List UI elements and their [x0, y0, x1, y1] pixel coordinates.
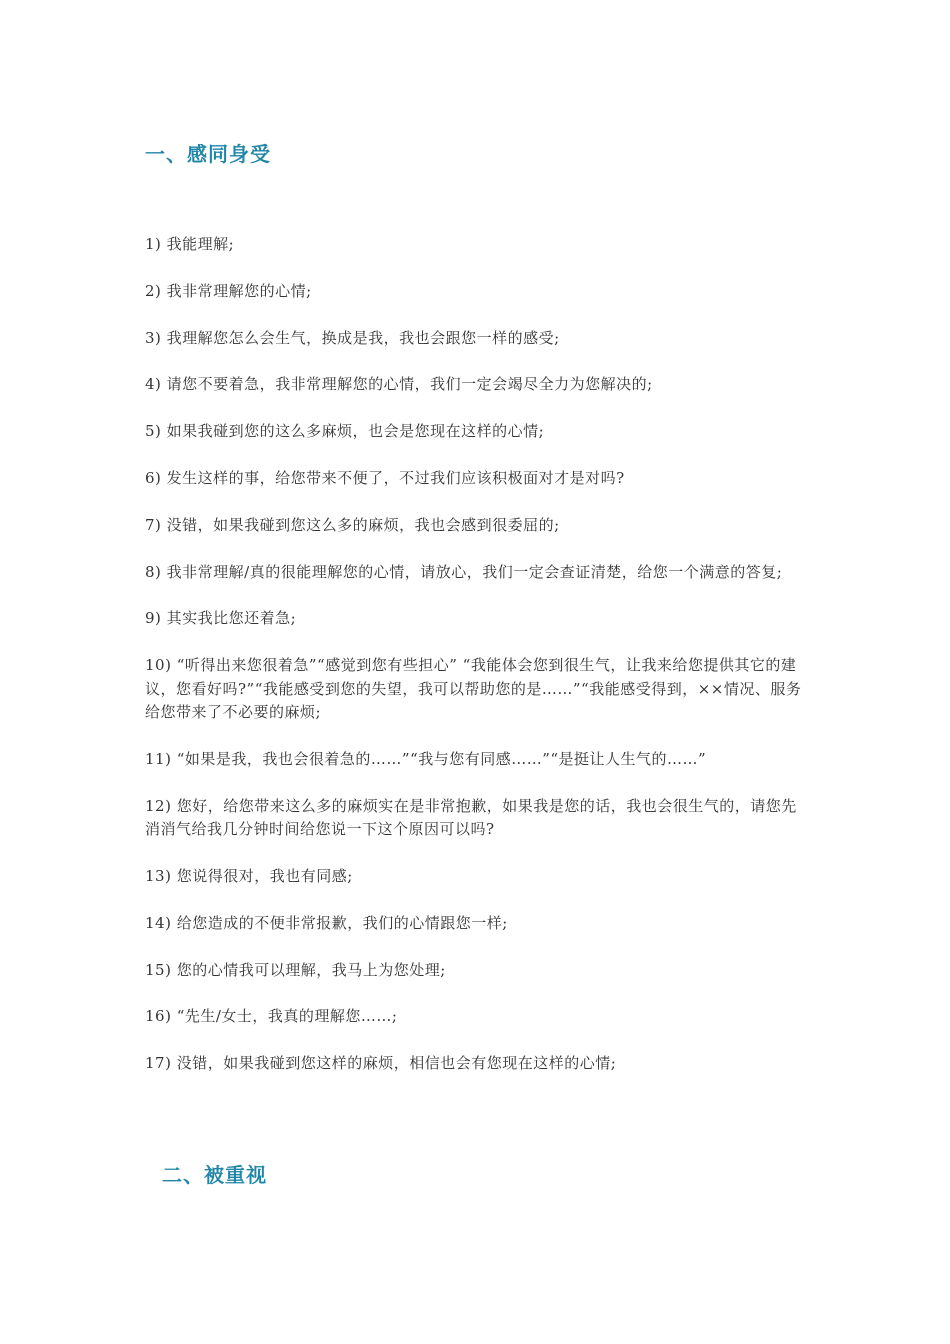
- list-item: 5) 如果我碰到您的这么多麻烦，也会是您现在这样的心情;: [145, 422, 545, 441]
- list-item: 15) 您的心情我可以理解，我马上为您处理;: [145, 960, 446, 979]
- list-item: 2) 我非常理解您的心情;: [145, 281, 312, 300]
- section-heading-empathy: 一、感同身受: [145, 142, 271, 166]
- list-item: 4) 请您不要着急，我非常理解您的心情，我们一定会竭尽全力为您解决的;: [145, 375, 653, 394]
- list-item: 11) “如果是我，我也会很着急的……”“我与您有同感……”“是挺让人生气的……”: [145, 749, 707, 768]
- list-item: 14) 给您造成的不便非常报歉，我们的心情跟您一样;: [145, 913, 508, 932]
- list-item: 8) 我非常理解/真的很能理解您的心情，请放心，我们一定会查证清楚，给您一个满意的答复;: [145, 562, 783, 581]
- list-item: 17) 没错，如果我碰到您这样的麻烦，相信也会有您现在这样的心情;: [145, 1054, 617, 1073]
- list-item: 9) 其实我比您还着急;: [145, 609, 297, 628]
- empathy-phrase-list: [145, 233, 810, 1099]
- list-item: 6) 发生这样的事，给您带来不便了，不过我们应该积极面对才是对吗?: [145, 468, 625, 487]
- section-heading-valued: 二、被重视: [162, 1163, 267, 1187]
- list-item: 12) 您好，给您带来这么多的麻烦实在是非常抱歉，如果我是您的话，我也会很生气的，请您先消消气给我几分钟时间给您说一下这个原因可以吗?: [145, 796, 797, 839]
- list-item: 3) 我理解您怎么会生气，换成是我，我也会跟您一样的感受;: [145, 328, 560, 347]
- list-item: 16) “先生/女士，我真的理解您……;: [145, 1007, 398, 1026]
- list-item: 1) 我能理解;: [145, 235, 235, 253]
- list-item: 7) 没错，如果我碰到您这么多的麻烦，我也会感到很委屈的;: [145, 515, 560, 534]
- list-item: 13) 您说得很对，我也有同感;: [145, 867, 353, 886]
- list-item: 10) “听得出来您很着急”“感觉到您有些担心” “我能体会您到很生气，让我来给您提供其它的建议，您看好吗?”“我能感受到您的失望，我可以帮助您的是……”“我能感受得到，××情况、服务给您带来了不必要的麻烦;: [145, 656, 802, 722]
